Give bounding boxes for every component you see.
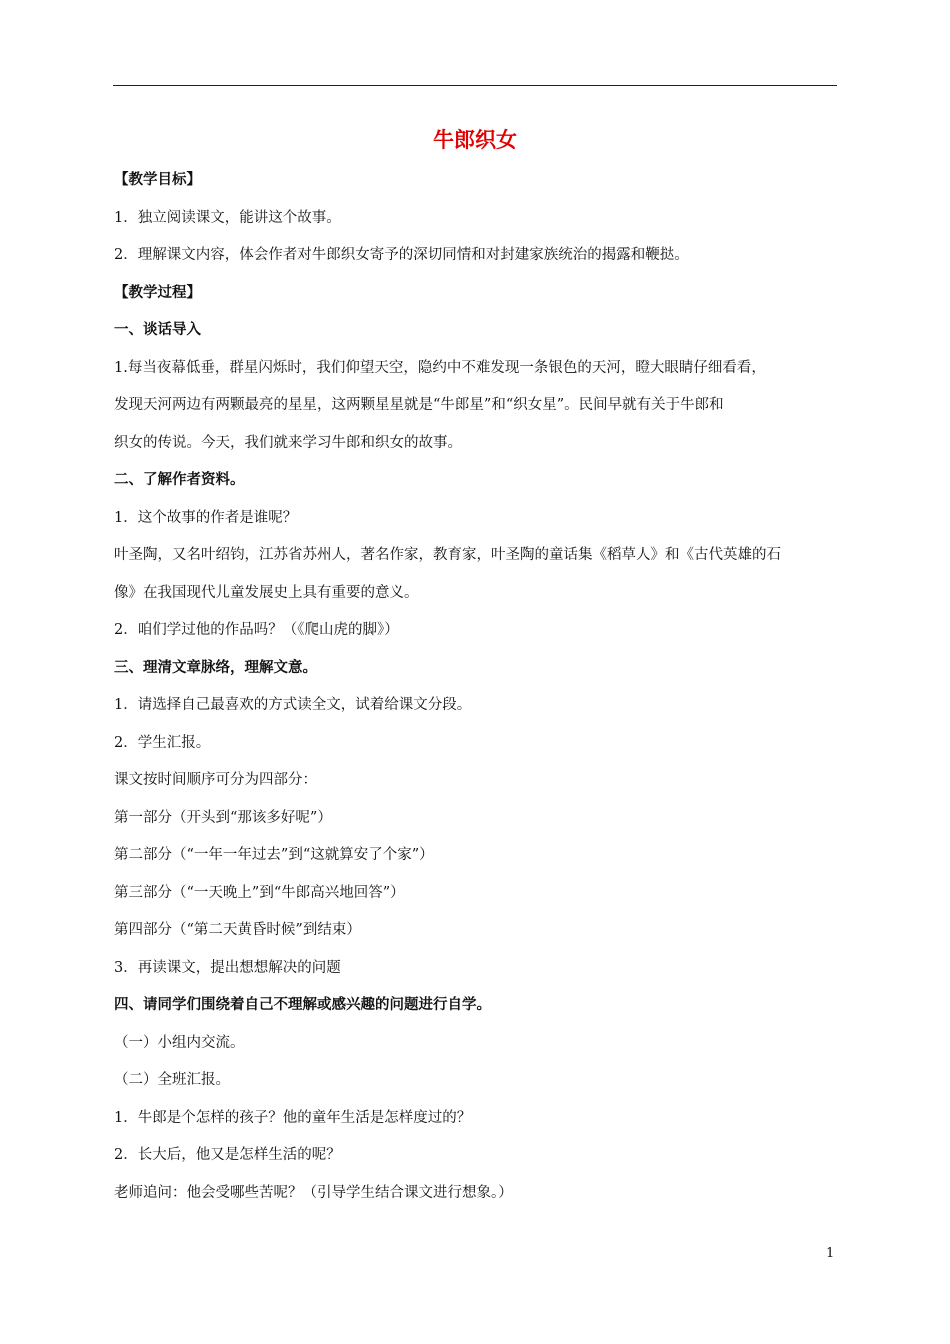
paragraph: 第二部分（“一年一年过去”到“这就算安了个家”） <box>114 847 434 863</box>
paragraph: （一）小组内交流。 <box>114 1034 245 1051</box>
paragraph: 1.每当夜幕低垂，群星闪烁时，我们仰望天空，隐约中不难发现一条银色的天河，瞪大眼睛仔细看看， <box>114 359 766 376</box>
paragraph: 2．长大后，他又是怎样生活的呢？ <box>114 1147 341 1163</box>
page-number: 1 <box>826 1246 835 1261</box>
paragraph: 3．再读课文，提出想想解决的问题 <box>114 959 341 976</box>
paragraph: 第四部分（“第二天黄昏时候”到结束） <box>114 922 361 938</box>
paragraph: 织女的传说。今天，我们就来学习牛郎和织女的故事。 <box>114 434 462 451</box>
document-body <box>114 162 838 1212</box>
paragraph: 老师追问：他会受哪些苦呢？（引导学生结合课文进行想象。） <box>114 1184 513 1201</box>
document-title: 牛郎织女 <box>433 128 517 152</box>
paragraph: 2．学生汇报。 <box>114 734 211 751</box>
paragraph: 1．牛郎是个怎样的孩子？他的童年生活是怎样度过的？ <box>114 1109 472 1126</box>
header-rule <box>113 85 837 86</box>
subsection-heading: 一、谈话导入 <box>114 322 201 338</box>
subsection-heading: 四、请同学们围绕着自己不理解或感兴趣的问题进行自学。 <box>114 997 491 1013</box>
paragraph: 第一部分（开头到“那该多好呢”） <box>114 809 332 826</box>
paragraph: （二）全班汇报。 <box>114 1072 230 1088</box>
paragraph: 2．理解课文内容，体会作者对牛郎织女寄予的深切同情和对封建家族统治的揭露和鞭挞。 <box>114 247 689 263</box>
section-heading-goals: 【教学目标】 <box>114 172 201 188</box>
paragraph: 像》在我国现代儿童发展史上具有重要的意义。 <box>114 584 419 601</box>
paragraph: 课文按时间顺序可分为四部分： <box>114 772 317 788</box>
paragraph: 1．请选择自己最喜欢的方式读全文，试着给课文分段。 <box>114 697 472 713</box>
paragraph: 第三部分（“一天晚上”到“牛郎高兴地回答”） <box>114 884 405 901</box>
paragraph: 2．咱们学过他的作品吗？（《爬山虎的脚》） <box>114 622 399 638</box>
subsection-heading: 三、理清文章脉络，理解文意。 <box>114 659 317 676</box>
paragraph: 1．这个故事的作者是谁呢？ <box>114 509 298 526</box>
paragraph: 发现天河两边有两颗最亮的星星，这两颗星星就是“牛郎星”和“织女星”。民间早就有关于牛郎和 <box>114 397 724 413</box>
paragraph: 1．独立阅读课文，能讲这个故事。 <box>114 209 341 226</box>
subsection-heading: 二、了解作者资料。 <box>114 472 245 488</box>
paragraph: 叶圣陶，又名叶绍钧，江苏省苏州人，著名作家，教育家，叶圣陶的童话集《稻草人》和《古代英雄的石 <box>114 547 781 563</box>
section-heading-process: 【教学过程】 <box>114 284 201 301</box>
